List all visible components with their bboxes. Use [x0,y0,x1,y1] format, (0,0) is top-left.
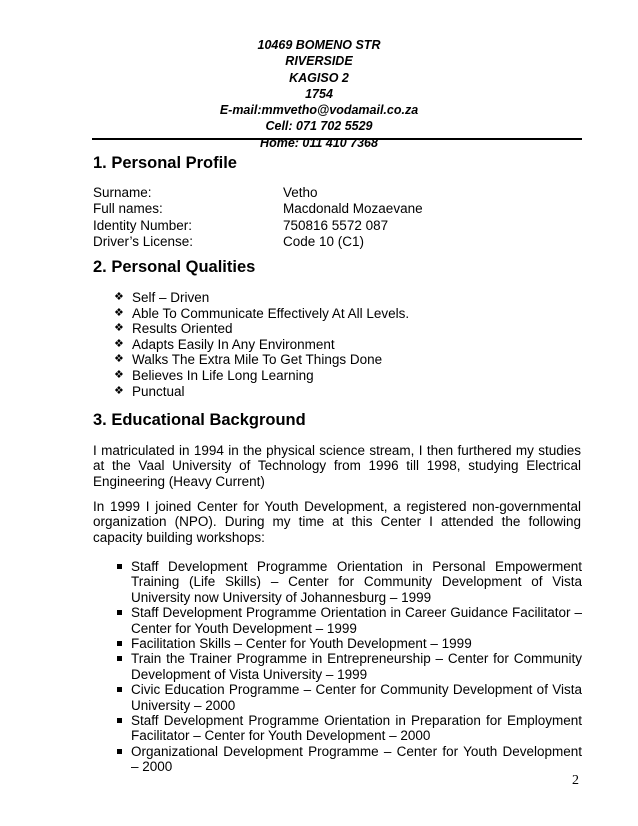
contact-home: Home: 011 410 7368 [260,135,378,150]
list-item [116,651,582,682]
address-postal-code: 1754 [305,86,333,101]
list-item [116,636,582,651]
square-bullet-icon [117,687,122,692]
square-bullet-icon [117,610,122,615]
heading-personal-profile: 1. Personal Profile [93,154,237,172]
workshop-text: Civic Education Programme – Center for Community Development of Vista University – 2000 [131,682,582,713]
workshop-text: Facilitation Skills – Center for Youth Development – 1999 [131,636,472,652]
square-bullet-icon [117,749,122,754]
contact-cell: Cell: 071 702 5529 [265,119,373,134]
list-item [116,682,582,713]
contact-header [0,37,638,151]
list-item [114,337,409,353]
list-item [114,352,409,368]
list-item [114,321,409,337]
list-item [114,306,409,322]
workshop-text: Train the Trainer Programme in Entrepreneurship – Center for Community Development of Vista University – 1999 [131,651,582,682]
quality-text: Punctual [132,383,185,399]
field-label: Full names: [93,201,163,217]
square-bullet-icon [117,564,122,569]
list-item [116,605,582,636]
list-item [114,290,409,306]
list-item [116,744,582,775]
diamond-bullet-icon: ❖ [114,353,124,366]
contact-email: E-mail:mmvetho@vodamail.co.za [219,103,419,118]
field-label: Driver’s License: [93,233,194,249]
field-label: Identity Number: [93,217,193,233]
quality-text: Believes In Life Long Learning [132,367,314,383]
quality-text: Adapts Easily In Any Environment [132,336,335,352]
list-item [116,559,582,605]
diamond-bullet-icon: ❖ [114,322,124,335]
square-bullet-icon [117,641,122,646]
diamond-bullet-icon: ❖ [114,291,124,303]
diamond-bullet-icon: ❖ [114,306,124,319]
diamond-bullet-icon: ❖ [114,368,124,381]
field-label: Surname: [93,185,152,200]
address-street: 10469 BOMENO STR [257,38,381,52]
diamond-bullet-icon: ❖ [114,384,124,397]
workshop-text: Staff Development Programme Orientation in Career Guidance Facilitator – Center for Youth Development – 1999 [131,605,582,636]
quality-text: Self – Driven [132,290,210,305]
list-item [116,713,582,744]
address-suburb: RIVERSIDE [285,54,353,69]
workshop-text: Staff Development Programme Orientation in Personal Empowerment Training (Life Skills) – Center for Community Development of Vista University now University of Johannesburg – 1999 [131,559,582,605]
address-town: KAGISO 2 [289,70,349,85]
diamond-bullet-icon: ❖ [114,337,124,350]
list-item [114,384,409,400]
quality-text: Able To Communicate Effectively At All Levels. [132,305,410,321]
header-divider [92,138,582,140]
field-value: Vetho [283,185,318,200]
list-item [114,368,409,384]
heading-personal-qualities: 2. Personal Qualities [93,258,256,276]
workshops-list [116,559,582,775]
education-paragraph-1: I matriculated in 1994 in the physical science stream, I then furthered my studies at the Vaal University of Technology from 1996 till 1998, studying Electrical Engineering (Heavy Current) [93,443,581,489]
quality-text: Results Oriented [132,321,233,337]
quality-text: Walks The Extra Mile To Get Things Done [132,352,383,368]
field-value: Macdonald Mozaevane [283,201,423,217]
workshop-text: Organizational Development Programme – Center for Youth Development – 2000 [131,743,582,775]
square-bullet-icon [117,718,122,723]
field-value: 750816 5572 087 [283,217,389,233]
page-number: 2 [572,773,579,788]
qualities-list [114,290,409,399]
workshop-text: Staff Development Programme Orientation in Preparation for Employment Facilitator – Center for Youth Development – 2000 [131,713,582,744]
field-value: Code 10 (C1) [283,233,365,249]
education-paragraph-2: In 1999 I joined Center for Youth Development, a registered non-governmental organization (NPO). During my time at this Center I attended the following capacity building workshops: [93,499,581,545]
square-bullet-icon [117,656,122,661]
heading-educational-background: 3. Educational Background [93,411,306,429]
